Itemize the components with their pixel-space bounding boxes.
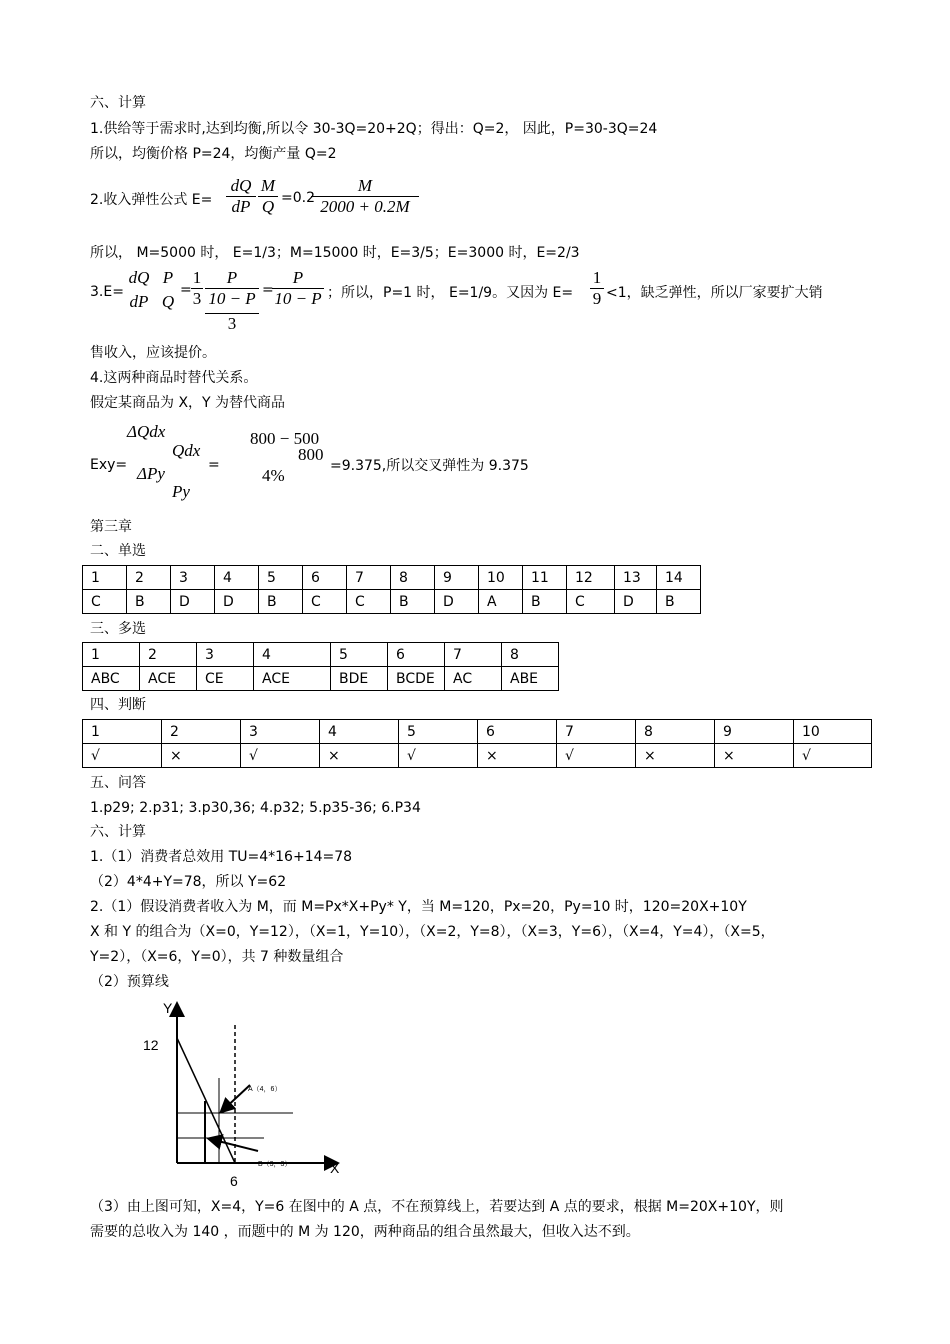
judge-num-cell-10: 10 bbox=[794, 720, 872, 744]
single-num-cell-7: 7 bbox=[347, 566, 391, 590]
single-ans-cell-9: D bbox=[435, 590, 479, 614]
judge-ans-cell-6: × bbox=[478, 744, 557, 768]
q4-line2: 假定某商品为 X，Y 为替代商品 bbox=[90, 395, 286, 411]
single-ans-cell-1: C bbox=[83, 590, 127, 614]
judge-ans-cell-10: √ bbox=[794, 744, 872, 768]
q2-frac-income bbox=[311, 176, 419, 217]
judge-num-cell-1: 1 bbox=[83, 720, 162, 744]
q3-p: P bbox=[162, 268, 174, 287]
multi-ans-cell-7: AC bbox=[445, 667, 502, 691]
q2-num: M bbox=[357, 176, 373, 195]
single-ans-cell-2: B bbox=[127, 590, 171, 614]
q3-frac-one-ninth bbox=[590, 268, 604, 309]
judge-num-cell-4: 4 bbox=[320, 720, 399, 744]
multi-ans-cell-6: BCDE bbox=[388, 667, 445, 691]
multi-choice-heading: 三、多选 bbox=[90, 621, 146, 637]
q2-eq: =0.2 bbox=[281, 190, 315, 206]
chapter-title: 第三章 bbox=[90, 519, 132, 535]
multi-num-cell-6: 6 bbox=[388, 643, 445, 667]
point-a-label: A（4，6） bbox=[248, 1086, 282, 1093]
arrow-point-a bbox=[222, 1085, 250, 1111]
q3-line2: 售收入，应该提价。 bbox=[90, 345, 216, 361]
point-b-label: B（3，3） bbox=[258, 1161, 292, 1168]
q3-eq1: = bbox=[180, 282, 192, 298]
q4-label: Exy= bbox=[90, 457, 128, 473]
single-ans-cell-4: D bbox=[215, 590, 259, 614]
q4-dpy: ΔPy bbox=[137, 464, 165, 483]
multi-num-cell-7: 7 bbox=[445, 643, 502, 667]
single-ans-cell-6: C bbox=[303, 590, 347, 614]
judge-num-cell-7: 7 bbox=[557, 720, 636, 744]
y-axis-label: Y bbox=[163, 1000, 173, 1016]
single-ans-cell-14: B bbox=[657, 590, 701, 614]
q2-m: M bbox=[260, 176, 276, 195]
multi-num-cell-5: 5 bbox=[331, 643, 388, 667]
single-num-cell-3: 3 bbox=[171, 566, 215, 590]
single-num-cell-1: 1 bbox=[83, 566, 127, 590]
q4-line1: 4.这两种商品时替代关系。 bbox=[90, 370, 258, 386]
c2-line4: （2）预算线 bbox=[90, 974, 169, 990]
table-row-numbers bbox=[83, 720, 872, 744]
q2-frac-dq-dp bbox=[226, 176, 256, 217]
q3-frac-p-q bbox=[159, 268, 177, 312]
judge-num-cell-5: 5 bbox=[399, 720, 478, 744]
q3-q: Q bbox=[161, 292, 175, 311]
y-tick-label: 12 bbox=[143, 1037, 159, 1053]
multi-num-cell-4: 4 bbox=[254, 643, 331, 667]
q3-three: 3 bbox=[192, 289, 202, 308]
q3-dp: dP bbox=[129, 292, 149, 311]
single-ans-cell-3: D bbox=[171, 590, 215, 614]
judge-ans-cell-2: × bbox=[162, 744, 241, 768]
calc-heading: 六、计算 bbox=[90, 824, 146, 840]
judge-num-cell-6: 6 bbox=[478, 720, 557, 744]
qa-heading: 五、问答 bbox=[90, 775, 146, 791]
q3-fden: 9 bbox=[590, 288, 604, 309]
q3-eq2: = bbox=[262, 282, 274, 298]
multi-num-cell-8: 8 bbox=[502, 643, 559, 667]
q4-num: 800 − 500 bbox=[250, 429, 320, 448]
q1-line2: 所以，均衡价格 P=24，均衡产量 Q=2 bbox=[90, 146, 337, 162]
table-row-answers bbox=[83, 590, 701, 614]
single-ans-cell-10: A bbox=[479, 590, 523, 614]
q3-3: 3 bbox=[205, 313, 259, 334]
q4-qdx: Qdx bbox=[172, 441, 201, 460]
judge-ans-cell-5: √ bbox=[399, 744, 478, 768]
multi-num-cell-2: 2 bbox=[140, 643, 197, 667]
c1-line1: 1.（1）消费者总效用 TU=4*16+14=78 bbox=[90, 849, 353, 865]
q3-10mp: 10 − P bbox=[205, 288, 259, 309]
single-num-cell-12: 12 bbox=[567, 566, 615, 590]
q2-dq: dQ bbox=[230, 176, 252, 195]
q3-text: ；所以，P=1 时， E=1/9。又因为 E= bbox=[327, 285, 574, 301]
judge-num-cell-2: 2 bbox=[162, 720, 241, 744]
q3-one: 1 bbox=[192, 268, 202, 287]
q3-frac-p-10mp bbox=[272, 268, 324, 309]
single-ans-cell-11: B bbox=[523, 590, 567, 614]
single-num-cell-2: 2 bbox=[127, 566, 171, 590]
table-row-answers bbox=[83, 744, 872, 768]
judge-ans-cell-8: × bbox=[636, 744, 715, 768]
single-num-cell-14: 14 bbox=[657, 566, 701, 590]
q3-fnum: 1 bbox=[592, 268, 602, 287]
c2-line3: Y=2），（X=6，Y=0），共 7 种数量组合 bbox=[90, 949, 344, 965]
judge-num-cell-3: 3 bbox=[241, 720, 320, 744]
single-ans-cell-8: B bbox=[391, 590, 435, 614]
table-row-answers bbox=[83, 667, 559, 691]
q4-py: Py bbox=[172, 482, 190, 501]
single-num-cell-13: 13 bbox=[615, 566, 657, 590]
judge-num-cell-9: 9 bbox=[715, 720, 794, 744]
single-ans-cell-5: B bbox=[259, 590, 303, 614]
judge-ans-cell-4: × bbox=[320, 744, 399, 768]
judge-heading: 四、判断 bbox=[90, 697, 146, 713]
single-num-cell-4: 4 bbox=[215, 566, 259, 590]
single-choice-table bbox=[82, 565, 701, 614]
judge-num-cell-8: 8 bbox=[636, 720, 715, 744]
multi-ans-cell-4: ACE bbox=[254, 667, 331, 691]
c1-line2: （2）4*4+Y=78，所以 Y=62 bbox=[90, 874, 287, 890]
q3-frac-dq-dp bbox=[124, 268, 154, 312]
judge-ans-cell-7: √ bbox=[557, 744, 636, 768]
multi-num-cell-1: 1 bbox=[83, 643, 140, 667]
judge-ans-cell-1: √ bbox=[83, 744, 162, 768]
table-row-numbers bbox=[83, 643, 559, 667]
single-ans-cell-13: D bbox=[615, 590, 657, 614]
single-num-cell-11: 11 bbox=[523, 566, 567, 590]
judge-ans-cell-3: √ bbox=[241, 744, 320, 768]
section-heading-calc: 六、计算 bbox=[90, 95, 146, 111]
multi-choice-table bbox=[82, 642, 559, 691]
single-num-cell-5: 5 bbox=[259, 566, 303, 590]
q4-pct: 4% bbox=[262, 466, 285, 485]
single-choice-heading: 二、单选 bbox=[90, 543, 146, 559]
q4-800: 800 bbox=[298, 445, 324, 464]
budget-line-chart bbox=[130, 995, 360, 1195]
q3-p2: P bbox=[292, 268, 304, 287]
q4-eq: = bbox=[208, 457, 220, 473]
multi-ans-cell-2: ACE bbox=[140, 667, 197, 691]
q1-line1: 1.供给等于需求时,达到均衡,所以令 30-3Q=20+2Q；得出：Q=2， 因此，P=30-3Q=24 bbox=[90, 121, 658, 137]
single-num-cell-10: 10 bbox=[479, 566, 523, 590]
q3-frac-one-third bbox=[191, 268, 203, 309]
judge-ans-cell-9: × bbox=[715, 744, 794, 768]
x-tick-label: 6 bbox=[230, 1173, 238, 1189]
c2-line1: 2.（1）假设消费者收入为 M，而 M=Px*X+Py* Y，当 M=120，Px=20，Py=10 时，120=20X+10Y bbox=[90, 899, 747, 915]
q2-result: 所以， M=5000 时， E=1/3；M=15000 时，E=3/5；E=3000 时，E=2/3 bbox=[90, 245, 580, 261]
qa-refs: 1.p29; 2.p31; 3.p30,36; 4.p32; 5.p35-36; 6.P34 bbox=[90, 800, 421, 816]
multi-ans-cell-8: ABE bbox=[502, 667, 559, 691]
single-ans-cell-7: C bbox=[347, 590, 391, 614]
x-axis-label: X bbox=[330, 1160, 340, 1176]
q3-prefix: 3.E= bbox=[90, 284, 124, 300]
c3-line1: （3）由上图可知，X=4，Y=6 在图中的 A 点，不在预算线上，若要达到 A 点的要求，根据 M=20X+10Y，则 bbox=[90, 1199, 784, 1215]
single-num-cell-8: 8 bbox=[391, 566, 435, 590]
q3-bigp: P bbox=[226, 268, 238, 287]
judge-table bbox=[82, 719, 872, 768]
c2-line2: X 和 Y 的组合为（X=0，Y=12），（X=1，Y=10），（X=2，Y=8），（X=3，Y=6），（X=4，Y=4），（X=5， bbox=[90, 924, 775, 940]
single-ans-cell-12: C bbox=[567, 590, 615, 614]
q2-den: 2000 + 0.2M bbox=[311, 196, 419, 217]
q4-dqdx: ΔQdx bbox=[127, 422, 166, 441]
q2-dp: dP bbox=[226, 196, 256, 217]
q2-prefix: 2.收入弹性公式 E= bbox=[90, 192, 213, 208]
multi-num-cell-3: 3 bbox=[197, 643, 254, 667]
multi-ans-cell-3: CE bbox=[197, 667, 254, 691]
multi-ans-cell-1: ABC bbox=[83, 667, 140, 691]
arrow-point-b bbox=[210, 1139, 258, 1151]
q3-frac-big bbox=[205, 268, 259, 334]
q2-frac-m-q bbox=[258, 176, 278, 217]
single-num-cell-6: 6 bbox=[303, 566, 347, 590]
q3-10mp2: 10 − P bbox=[272, 288, 324, 309]
q4-result: =9.375,所以交叉弹性为 9.375 bbox=[330, 458, 529, 474]
q3-dq: dQ bbox=[128, 268, 150, 287]
c3-line2: 需要的总收入为 140 ，而题中的 M 为 120，两种商品的组合虽然最大，但收入达不到。 bbox=[90, 1224, 640, 1240]
q3-text2: <1，缺乏弹性，所以厂家要扩大销 bbox=[606, 285, 823, 301]
q2-q: Q bbox=[258, 196, 278, 217]
multi-ans-cell-5: BDE bbox=[331, 667, 388, 691]
table-row-numbers bbox=[83, 566, 701, 590]
single-num-cell-9: 9 bbox=[435, 566, 479, 590]
